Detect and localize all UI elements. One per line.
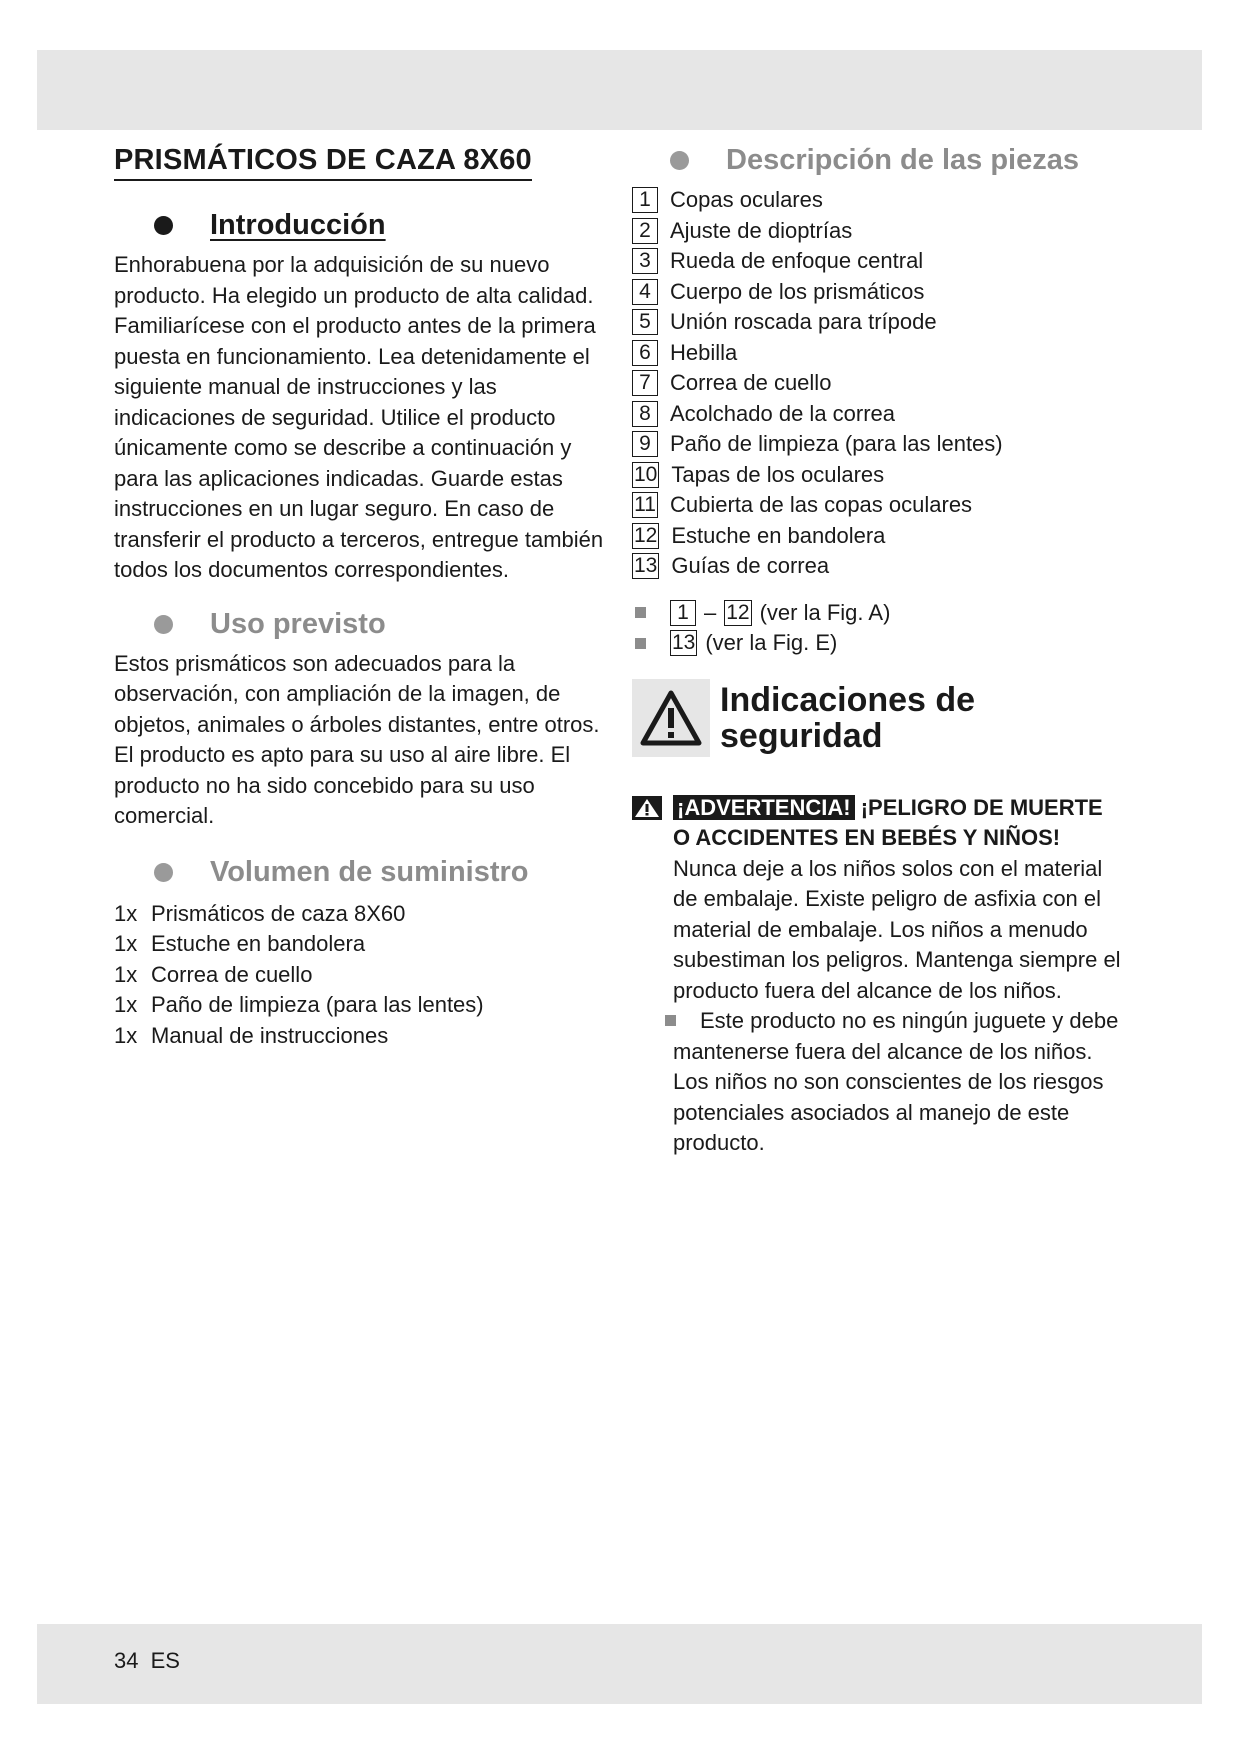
part-label: Cubierta de las copas oculares <box>670 492 973 518</box>
range-dash: – <box>704 599 717 625</box>
part-label: Paño de limpieza (para las lentes) <box>670 431 1003 457</box>
list-item <box>632 551 1122 582</box>
left-column <box>114 144 604 1051</box>
list-item <box>632 277 1122 308</box>
list-item <box>114 990 604 1021</box>
part-label: Rueda de enfoque central <box>670 248 924 274</box>
square-bullet-icon <box>635 607 646 618</box>
warning-bold-text: ¡PELIGRO DE <box>860 794 1004 820</box>
safety-title-line: Indicaciones de <box>720 680 976 719</box>
footer-band <box>37 1624 1202 1704</box>
list-item <box>632 429 1122 460</box>
safety-heading <box>632 679 1122 757</box>
part-label: Estuche en bandolera <box>671 522 886 548</box>
part-number-badge: 8 <box>632 401 658 427</box>
bullet-dot-icon <box>154 216 173 235</box>
part-label: Tapas de los oculares <box>671 461 885 487</box>
list-item <box>632 307 1122 338</box>
part-number-badge: 13 <box>672 631 696 655</box>
parts-heading-label: Descripción de las piezas <box>726 144 1079 176</box>
supply-name: Estuche en bandolera <box>151 931 366 956</box>
figure-reference: (ver la Fig. A) <box>759 599 891 625</box>
list-item <box>632 490 1122 521</box>
page-title: PRISMÁTICOS DE CAZA 8X60 <box>114 144 532 181</box>
list-item <box>632 460 1122 491</box>
part-number-badge: 1 <box>670 600 696 626</box>
supply-list <box>114 899 604 1052</box>
warning-text: Nunca deje a los niños solos con el material de embalaje. Existe peligro de asfixia con el material de embalaje. Los niños a menudo subestiman los peligros. Mantenga siempre el producto fuera del alcance de los niños. <box>673 855 1121 1003</box>
supply-heading-label: Volumen de suministro <box>210 855 529 888</box>
part-number-badge: 10 <box>634 462 658 486</box>
intro-heading-label: Introducción <box>210 209 386 241</box>
intro-text: Enhorabuena por la adquisición de su nuevo producto. Ha elegido un producto de alta calidad. Familiarícese con el producto antes de la primera puesta en funcionamiento. Lea detenidamente el siguiente manual de instrucciones y las indicaciones de seguridad. Utilice el producto únicamente como se describe a continuación y para las aplicaciones indicadas. Guarde estas instrucciones en un lugar seguro. En caso de transferir el producto a terceros, entregue también todos los documentos correspondientes. <box>114 252 604 582</box>
list-item <box>632 185 1122 216</box>
safety-title-line: seguridad <box>720 716 883 755</box>
parts-heading <box>630 144 1122 177</box>
part-number-badge: 1 <box>632 187 658 213</box>
bullet-dot-icon <box>154 615 173 634</box>
supply-qty: 1x <box>114 1022 138 1048</box>
supply-qty: 1x <box>114 961 138 987</box>
supply-name: Paño de limpieza (para las lentes) <box>151 992 484 1017</box>
part-number-badge: 9 <box>632 431 658 457</box>
supply-heading <box>114 856 604 889</box>
warning-block <box>632 793 1122 1159</box>
part-label: Unión roscada para trípode <box>670 309 937 335</box>
list-item <box>114 929 604 960</box>
list-item <box>632 598 1122 629</box>
header-band <box>37 50 1202 130</box>
intended-use-heading-label: Uso previsto <box>210 607 386 640</box>
language-code: ES <box>150 1648 180 1673</box>
list-item <box>632 521 1122 552</box>
list-item <box>114 960 604 991</box>
warning-triangle-icon <box>632 679 710 757</box>
part-number-badge: 12 <box>634 523 658 547</box>
part-label: Guías de correa <box>671 553 830 579</box>
square-bullet-icon <box>665 1015 676 1026</box>
part-number-badge: 2 <box>632 218 658 244</box>
list-item <box>632 216 1122 247</box>
safety-bullet-text: Este producto no es ningún juguete y debe mantenerse fuera del alcance de los niños. Los niños no son conscientes de los riesgos potenciales asociados al manejo de este producto. <box>673 1008 1119 1155</box>
bullet-dot-icon <box>670 151 689 170</box>
square-bullet-icon <box>635 638 646 649</box>
page-footer <box>114 1648 180 1674</box>
figure-reference-list <box>632 598 1122 659</box>
part-label: Acolchado de la correa <box>670 400 896 426</box>
safety-bullet-paragraph <box>673 1006 1122 1159</box>
list-item <box>114 1021 604 1052</box>
bullet-dot-icon <box>154 863 173 882</box>
supply-qty: 1x <box>114 931 138 956</box>
part-number-badge: 6 <box>632 340 658 366</box>
supply-qty: 1x <box>114 900 138 926</box>
parts-list <box>632 185 1122 582</box>
part-label: Copas oculares <box>670 187 823 213</box>
supply-name: Prismáticos de caza 8X60 <box>151 900 406 926</box>
list-item <box>632 246 1122 277</box>
figure-reference: (ver la Fig. E) <box>705 630 838 656</box>
page-number: 34 <box>114 1648 139 1673</box>
safety-title <box>720 682 975 754</box>
list-item <box>632 368 1122 399</box>
supply-name: Correa de cuello <box>151 961 313 987</box>
part-number-badge: 7 <box>632 370 658 396</box>
warning-small-icon <box>632 796 662 829</box>
part-number-badge: 12 <box>726 600 750 624</box>
list-item <box>632 399 1122 430</box>
part-number-badge: 5 <box>632 309 658 335</box>
part-number-badge: 4 <box>632 279 658 305</box>
warning-label: ¡ADVERTENCIA! <box>673 795 855 820</box>
supply-qty: 1x <box>114 992 138 1017</box>
right-column <box>632 144 1122 1159</box>
part-number-badge: 11 <box>632 492 658 518</box>
part-number-badge: 13 <box>634 554 658 578</box>
list-item <box>632 628 1122 659</box>
intro-heading <box>114 209 604 242</box>
part-label: Ajuste de dioptrías <box>670 217 853 243</box>
part-label: Hebilla <box>670 339 738 365</box>
supply-name: Manual de instrucciones <box>151 1022 389 1048</box>
part-label: Correa de cuello <box>670 370 832 396</box>
list-item <box>632 338 1122 369</box>
intended-use-text: Estos prismáticos son adecuados para la observación, con ampliación de la imagen, de objetos, animales o árboles distantes, entre otros. El producto es apto para su uso al aire libre. El producto no ha sido concebido para su uso comercial. <box>114 650 600 828</box>
part-label: Cuerpo de los prismáticos <box>670 278 925 304</box>
list-item <box>114 899 604 930</box>
intended-use-heading <box>114 608 604 641</box>
warning-bold-text: MUERTE O ACCIDENTES EN BEBÉS Y NIÑOS! <box>673 794 1103 850</box>
part-number-badge: 3 <box>632 248 658 274</box>
